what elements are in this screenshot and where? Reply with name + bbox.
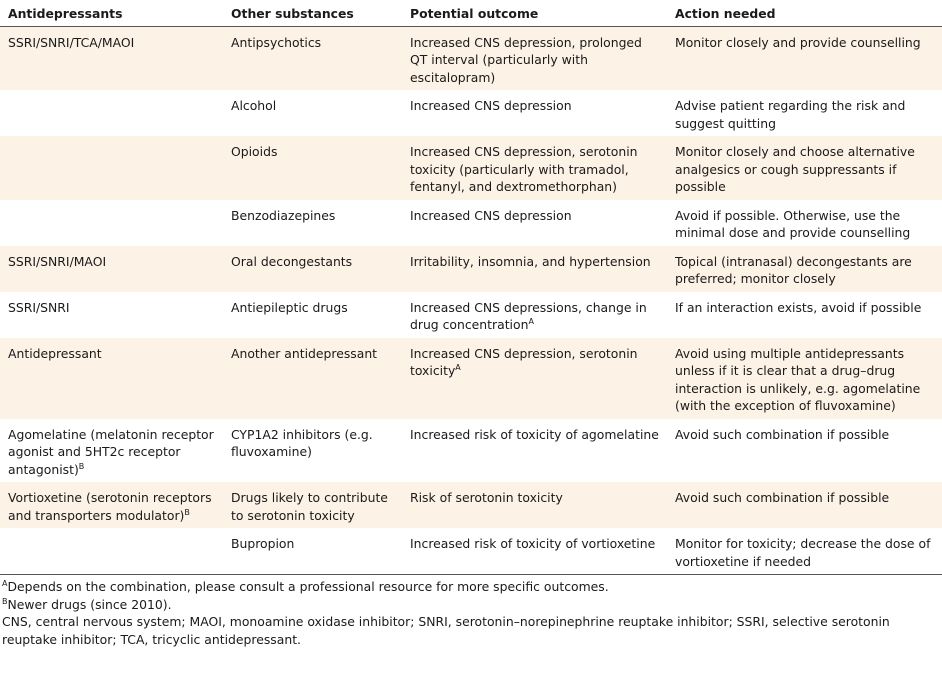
table-row xyxy=(0,338,942,419)
action-needed-cell-text: Avoid using multiple antidepressants unless if it is clear that a drug–drug interaction is unlikely, e.g. agomelatine (with the exception of fluvoxamine) xyxy=(675,345,921,413)
header-antidepressants: Antidepressants xyxy=(0,0,223,26)
table-row xyxy=(0,419,942,483)
antidepressant-cell-text: SSRI/SNRI/TCA/MAOI xyxy=(8,34,135,50)
potential-outcome-cell xyxy=(402,246,667,292)
footnote xyxy=(2,596,942,614)
header-action-needed: Action needed xyxy=(667,0,942,26)
antidepressant-cell xyxy=(0,338,223,419)
action-needed-cell-text: Avoid if possible. Otherwise, use the minimal dose and provide counselling xyxy=(675,207,911,240)
footnote-text: Depends on the combination, please consult a professional resource for more specific outcomes. xyxy=(7,579,609,594)
antidepressant-cell-text: SSRI/SNRI/MAOI xyxy=(8,253,107,269)
table-row xyxy=(0,528,942,575)
action-needed-cell xyxy=(667,338,942,419)
antidepressant-cell xyxy=(0,26,223,90)
footnote xyxy=(2,578,942,596)
action-needed-cell xyxy=(667,200,942,246)
potential-outcome-cell xyxy=(402,90,667,136)
action-needed-cell-text: Monitor closely and choose alternative analgesics or cough suppressants if possible xyxy=(675,144,915,194)
action-needed-cell xyxy=(667,419,942,483)
footnote-marker: B xyxy=(78,461,85,471)
table-footnotes xyxy=(0,575,942,648)
other-substance-cell xyxy=(223,528,402,575)
other-substance-cell-text: Benzodiazepines xyxy=(231,207,336,223)
footnote-text: CNS, central nervous system; MAOI, monoamine oxidase inhibitor; SNRI, serotonin–norepinephrine reuptake inhibitor; SSRI, selective serotonin reuptake inhibitor; TCA, tricyclic antidepressant. xyxy=(2,614,890,647)
antidepressant-cell-text: Vortioxetine (serotonin receptors and transporters modulator) xyxy=(8,490,212,523)
potential-outcome-cell-text: Risk of serotonin toxicity xyxy=(410,490,563,505)
potential-outcome-cell-text: Increased risk of toxicity of vortioxetine xyxy=(410,536,656,551)
other-substance-cell xyxy=(223,292,402,338)
potential-outcome-cell-text: Increased CNS depression xyxy=(410,207,572,223)
antidepressant-cell-text: Agomelatine (melatonin receptor agonist and 5HT2c receptor antagonist) xyxy=(8,426,214,477)
table-body xyxy=(0,26,942,575)
action-needed-cell xyxy=(667,136,942,200)
other-substance-cell-text: Drugs likely to contribute to serotonin toxicity xyxy=(231,490,388,523)
action-needed-cell-text: Topical (intranasal) decongestants are preferred; monitor closely xyxy=(675,253,912,286)
antidepressant-cell xyxy=(0,482,223,528)
action-needed-cell xyxy=(667,26,942,90)
antidepressant-cell xyxy=(0,292,223,338)
other-substance-cell-text: Opioids xyxy=(231,144,278,159)
potential-outcome-cell xyxy=(402,338,667,419)
other-substance-cell-text: CYP1A2 inhibitors (e.g. fluvoxamine) xyxy=(231,426,373,459)
action-needed-cell-text: Avoid such combination if possible xyxy=(675,426,890,442)
antidepressant-cell xyxy=(0,136,223,200)
other-substance-cell xyxy=(223,200,402,246)
other-substance-cell xyxy=(223,136,402,200)
potential-outcome-cell xyxy=(402,136,667,200)
other-substance-cell xyxy=(223,90,402,136)
action-needed-cell-text: If an interaction exists, avoid if possible xyxy=(675,299,922,315)
antidepressant-cell xyxy=(0,246,223,292)
action-needed-cell xyxy=(667,482,942,528)
potential-outcome-cell-text: Increased CNS depression, serotonin toxicity (particularly with tramadol, fentanyl, and dextromethorphan) xyxy=(410,144,638,194)
table-row xyxy=(0,292,942,338)
header-row xyxy=(0,0,942,26)
other-substance-cell xyxy=(223,246,402,292)
header-other-substances: Other substances xyxy=(223,0,402,26)
other-substance-cell-text: Oral decongestants xyxy=(231,253,353,269)
antidepressant-cell-text: Antidepressant xyxy=(8,345,102,361)
antidepressant-cell xyxy=(0,419,223,483)
other-substance-cell xyxy=(223,482,402,528)
antidepressant-cell xyxy=(0,200,223,246)
other-substance-cell-text: Bupropion xyxy=(231,536,295,551)
action-needed-cell xyxy=(667,90,942,136)
potential-outcome-cell-text: Increased risk of toxicity of agomelatine xyxy=(410,426,659,442)
antidepressant-cell xyxy=(0,90,223,136)
potential-outcome-cell xyxy=(402,528,667,575)
potential-outcome-cell xyxy=(402,292,667,338)
other-substance-cell xyxy=(223,338,402,419)
other-substance-cell-text: Alcohol xyxy=(231,98,277,113)
other-substance-cell-text: Antipsychotics xyxy=(231,34,322,50)
potential-outcome-cell-text: Increased CNS depression, prolonged QT interval (particularly with escitalopram) xyxy=(410,34,642,85)
action-needed-cell xyxy=(667,246,942,292)
table-row xyxy=(0,90,942,136)
table-row xyxy=(0,26,942,90)
table-row xyxy=(0,136,942,200)
potential-outcome-cell-text: Increased CNS depression xyxy=(410,98,572,113)
table-row xyxy=(0,200,942,246)
action-needed-cell-text: Monitor closely and provide counselling xyxy=(675,34,921,50)
header-potential-outcome: Potential outcome xyxy=(402,0,667,26)
footnote-marker: B xyxy=(2,596,8,606)
potential-outcome-cell xyxy=(402,26,667,90)
footnote-marker: A xyxy=(528,317,534,326)
potential-outcome-cell xyxy=(402,482,667,528)
potential-outcome-cell-text: Irritability, insomnia, and hypertension xyxy=(410,253,651,269)
antidepressant-cell xyxy=(0,528,223,575)
action-needed-cell xyxy=(667,528,942,575)
potential-outcome-cell-text: Increased CNS depressions, change in drug concentration xyxy=(410,299,647,332)
table-row xyxy=(0,246,942,292)
action-needed-cell-text: Monitor for toxicity; decrease the dose of vortioxetine if needed xyxy=(675,536,931,569)
table-row xyxy=(0,482,942,528)
footnote-text: Newer drugs (since 2010). xyxy=(7,596,172,612)
other-substance-cell-text: Antiepileptic drugs xyxy=(231,299,348,315)
footnote xyxy=(2,613,942,648)
other-substance-cell xyxy=(223,419,402,483)
potential-outcome-cell xyxy=(402,419,667,483)
other-substance-cell-text: Another antidepressant xyxy=(231,345,378,361)
potential-outcome-cell xyxy=(402,200,667,246)
footnote-marker: B xyxy=(184,507,190,517)
footnote-marker: A xyxy=(2,579,8,588)
other-substance-cell xyxy=(223,26,402,90)
action-needed-cell-text: Avoid such combination if possible xyxy=(675,490,890,505)
footnote-marker: A xyxy=(455,363,461,372)
potential-outcome-cell-text: Increased CNS depression, serotonin toxicity xyxy=(410,345,638,378)
action-needed-cell xyxy=(667,292,942,338)
antidepressant-cell-text: SSRI/SNRI xyxy=(8,299,70,315)
action-needed-cell-text: Advise patient regarding the risk and suggest quitting xyxy=(675,98,906,131)
